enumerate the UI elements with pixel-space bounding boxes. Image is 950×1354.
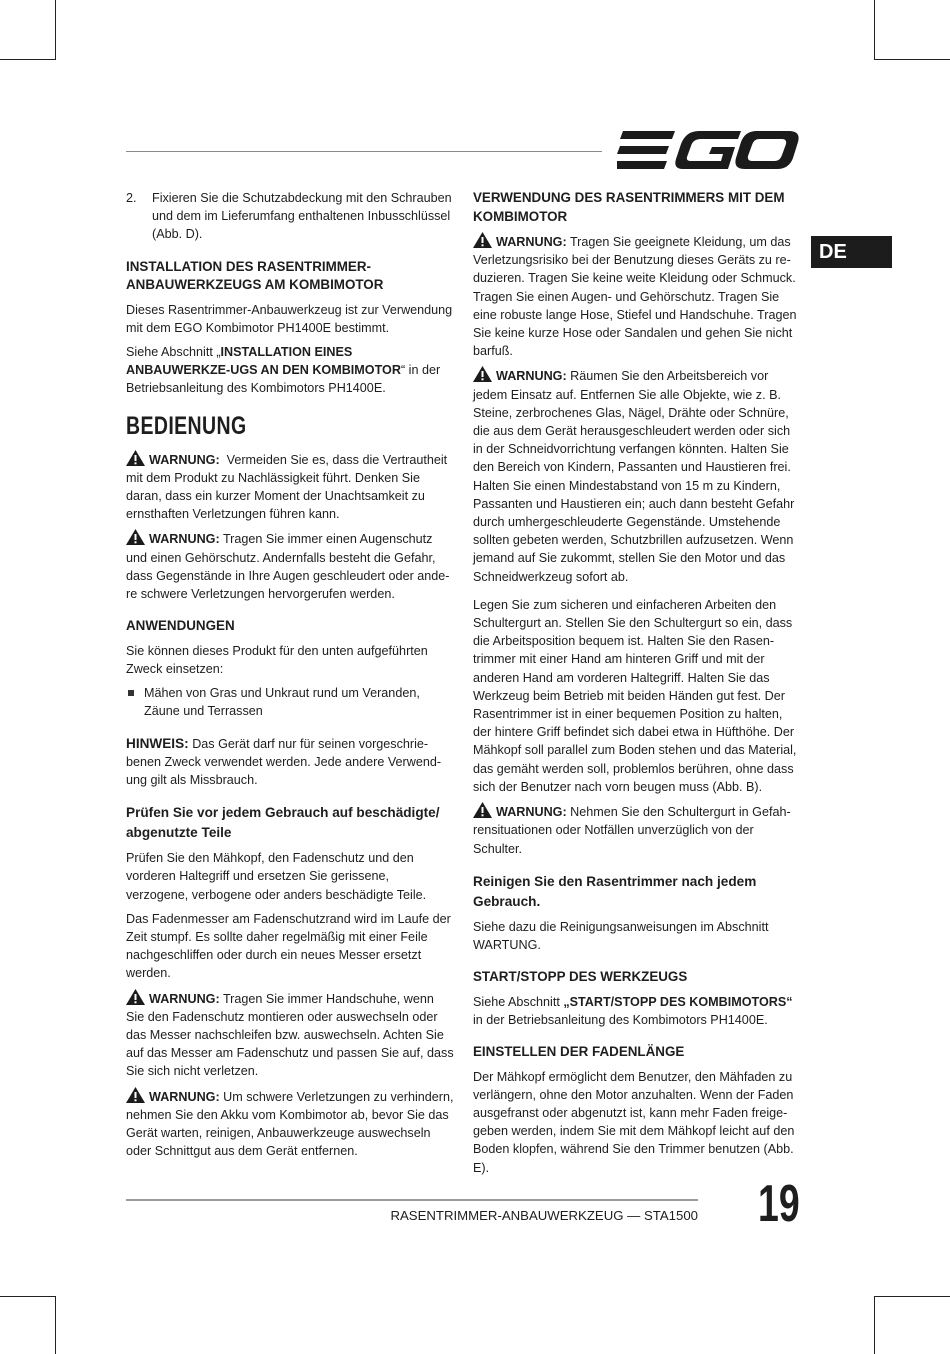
install-paragraph-1: Dieses Rasentrimmer-Anbauwerkzeug ist zur Verwendung mit dem EGO Kombimotor PH1400E bestimmt.: [126, 302, 453, 335]
ego-logo: [617, 129, 799, 171]
check-heading: Prüfen Sie vor jedem Gebrauch auf beschädigte/ abgenutzte Teile: [126, 805, 440, 841]
warning-triangle-icon: [126, 529, 145, 545]
warning-block: [473, 232, 801, 360]
crop-mark: [874, 59, 950, 60]
crop-mark: [0, 59, 56, 60]
warning-triangle-icon: [126, 450, 145, 466]
crop-mark: [874, 0, 875, 60]
note-block: [126, 735, 454, 790]
warning-label: WARNUNG:: [496, 235, 567, 249]
crop-mark: [55, 0, 56, 60]
warning-label: WARNUNG:: [149, 452, 220, 467]
warning-triangle-icon: [473, 802, 492, 818]
header-rule: [126, 151, 602, 152]
warning-block: [126, 450, 454, 524]
warning-triangle-icon: [126, 989, 145, 1005]
clean-paragraph: Siehe dazu die Reinigungsanweisungen im Abschnitt WARTUNG.: [473, 919, 769, 952]
strap-paragraph: Legen Sie zum sicheren und einfacheren Arbeiten den Schultergurt an. Stellen Sie den Schultergurt so ein, dass die Arbeitsposition bequem ist. Halten Sie den Rasen-trimmer mit einer Hand am hinteren Griff und mit der anderen Hand am vorderen Haltegriff. Halten Sie das Werkzeug beim Betrieb mit beiden Händen gut fest. Der Rasentrimmer ist in einer bequemen Position zu halten, der hintere Griff befindet sich dabei etwa in Hüfthöhe. Der Mähkopf soll parallel zum Boden stehen und das Material, das gemäht werden soll, problemlos berühren, ohne dass sich der Benutzer nach vorn beugen muss (Abb. B).: [473, 597, 797, 794]
bullet-square-icon: [128, 690, 134, 696]
warning-label: WARNUNG:: [149, 1089, 220, 1104]
warning-label: WARNUNG:: [149, 532, 220, 547]
warning-text: Tragen Sie immer einen Augenschutz und einen Gehörschutz. Andernfalls besteht die Gefahr, dass Gegenstände in Ihre Augen geschleudert oder ande-re schwere Verletzungen hervorgerufen werden.: [126, 532, 450, 602]
clean-heading: Reinigen Sie den Rasentrimmer nach jedem Gebrauch.: [473, 873, 757, 909]
page-number: 19: [758, 1175, 800, 1233]
note-text: Das Gerät darf nur für seinen vorgeschrie-benen Zweck verwendet werden. Jede andere Verwend-ung gilt als Missbrauch.: [126, 736, 442, 787]
line-length-paragraph: Der Mähkopf ermöglicht dem Benutzer, den Mähfaden zu verlängern, ohne den Motor anzuhalten. Wenn der Faden ausgefranst oder abgenutzt ist, kann mehr Faden freige-geben werden, indem Sie mit dem Mähkopf leicht auf den Boden klopfen, während Sie den Trimmer benutzen (Abb. E).: [473, 1069, 795, 1175]
warning-text: Nehmen Sie den Schultergurt in Gefah-rensituationen oder Notfällen unverzüglich von der Schulter.: [473, 805, 791, 856]
startstop-heading: START/STOPP DES WERKZEUGS: [473, 969, 688, 985]
step-text: Fixieren Sie die Schutzabdeckung mit den Schrauben und dem im Lieferumfang enthaltenen Inbusschlüssel (Abb. D).: [152, 191, 452, 242]
footer-rule: [126, 1199, 698, 1201]
warning-text: Tragen Sie immer Handschuhe, wenn Sie den Fadenschutz montieren oder auswechseln oder das Messer nachschleifen bzw. auswechseln. Achten Sie auf das Messer am Fadenschutz und passen Sie auf, dass Sie sich nicht verletzen.: [126, 991, 454, 1079]
list-item-text: Mähen von Gras und Unkraut rund um Veranden, Zäune und Terrassen: [144, 686, 420, 719]
right-column: [473, 189, 801, 1183]
warning-text: Vermeiden Sie es, dass die Vertrautheit mit dem Produkt zu Nachlässigkeit führt. Denken Sie daran, dass ein kurzer Moment der Unachtsamkeit zu ernsthaften Verletzungen führen kann.: [126, 452, 448, 522]
warning-block: [473, 802, 801, 858]
warning-label: WARNUNG:: [149, 991, 220, 1006]
warning-triangle-icon: [473, 366, 492, 382]
crop-mark: [874, 1296, 950, 1297]
warning-text: Tragen Sie geeignete Kleidung, um das Verletzungsrisiko bei der Benutzung dieses Geräts zu re-duzieren. Tragen Sie keine weite Kleidung oder Schmuck. Tragen Sie einen Augen- und Gehörschutz. Tragen Sie eine robuste lange Hose, Stiefel und Handschuhe. Tragen Sie keine kurze Hose oder Sandalen und gehen Sie nicht barfuß.: [473, 235, 797, 359]
line-length-heading: EINSTELLEN DER FADENLÄNGE: [473, 1044, 685, 1060]
footer-text: RASENTRIMMER-ANBAUWERKZEUG — STA1500: [390, 1208, 698, 1223]
check-paragraph-1: Prüfen Sie den Mähkopf, den Fadenschutz und den vorderen Haltegriff und ersetzen Sie gerissene, verzogene, verbogene oder anders beschädigte Teile.: [126, 851, 427, 902]
warning-block: [126, 989, 454, 1081]
language-tab: DE: [811, 236, 892, 268]
crop-mark: [874, 1296, 875, 1354]
check-paragraph-2: Das Fadenmesser am Fadenschutzrand wird im Laufe der Zeit stumpf. Es sollte daher regelmäßig mit einer Feile nachgeschliffen oder durch ein neues Messer ersetzt werden.: [126, 911, 451, 981]
warning-block: [126, 529, 454, 603]
applications-heading: ANWENDUNGEN: [126, 618, 235, 634]
crop-mark: [0, 1296, 56, 1297]
warning-label: WARNUNG:: [496, 805, 567, 820]
use-heading: VERWENDUNG DES RASENTRIMMERS MIT DEM KOMBIMOTOR: [473, 190, 785, 224]
warning-label: WARNUNG:: [496, 369, 567, 384]
warning-triangle-icon: [473, 232, 492, 248]
warning-text: Räumen Sie den Arbeitsbereich vor jedem Einsatz auf. Entfernen Sie alle Objekte, wie z. B. Steine, zerbrochenes Glas, Nägel, Drähte oder Schnüre, die aus dem Gerät herausgeschleudert werden oder sich in der Schneidvorrichtung verfangen könnten. Halten Sie den Bereich von Kindern, Passanten und Haustieren frei. Halten Sie einen Mindestabstand von 15 m zu Kindern, Passanten und Haustieren ein; auch dann besteht Gefahr durch umhergeschleuderte Gegenstände. Umstehende sollten gebeten werden, Schutzbrillen aufzusetzen. Wenn jemand auf Sie zukommt, stellen Sie den Motor und das Schneidwerkzeug sofort ab.: [473, 369, 795, 584]
warning-triangle-icon: [126, 1087, 145, 1103]
applications-paragraph: Sie können dieses Produkt für den unten aufgeführten Zweck einsetzen:: [126, 643, 428, 676]
install-paragraph-2: Siehe Abschnitt „INSTALLATION EINES ANBAUWERKZE-UGS AN DEN KOMBIMOTOR“ in der Betriebsanleitung des Kombimotors PH1400E.: [126, 345, 441, 396]
left-column: [126, 189, 454, 1166]
warning-text: Um schwere Verletzungen zu verhindern, nehmen Sie den Akku vom Kombimotor ab, bevor Sie das Gerät warten, reinigen, Anbauwerkzeuge auswechseln oder Schnittgut aus dem Gerät entfernen.: [126, 1089, 454, 1159]
step-2: [126, 189, 454, 244]
crop-mark: [55, 1296, 56, 1354]
step-number: 2.: [126, 191, 137, 205]
list-item: [126, 684, 454, 720]
warning-block: [126, 1087, 454, 1161]
warning-block: [473, 366, 801, 585]
note-label: HINWEIS:: [126, 735, 189, 751]
startstop-paragraph: Siehe Abschnitt „START/STOPP DES KOMBIMOTORS“ in der Betriebsanleitung des Kombimotors PH1400E.: [473, 994, 793, 1027]
install-heading: INSTALLATION DES RASENTRIMMER-ANBAUWERKZEUGS AM KOMBIMOTOR: [126, 258, 384, 293]
section-title: BEDIENUNG: [126, 411, 247, 440]
